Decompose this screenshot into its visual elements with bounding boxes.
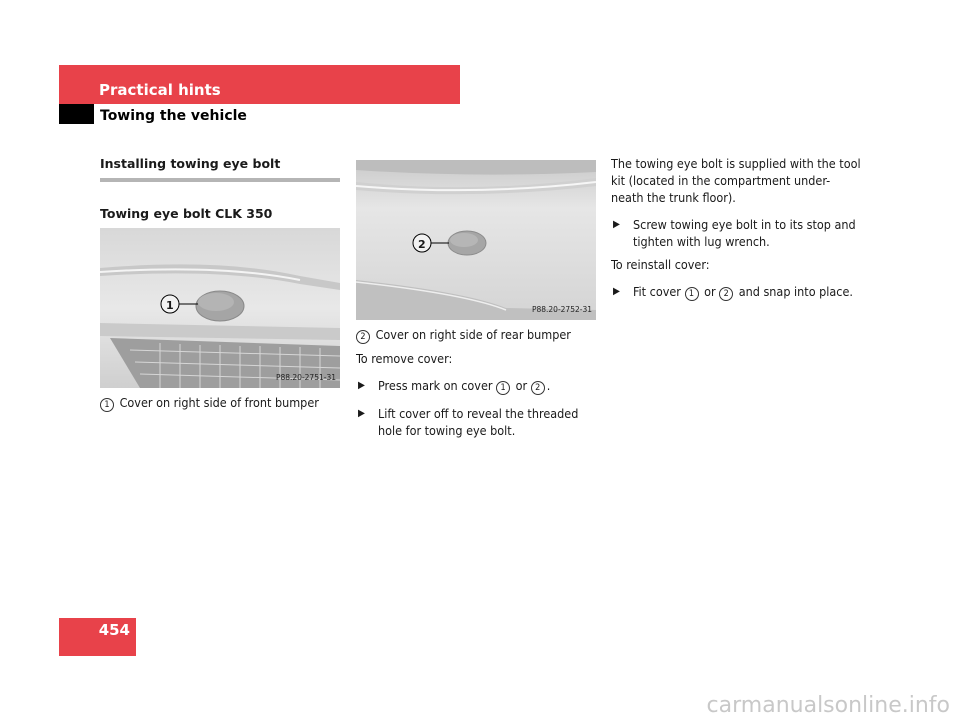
header-tab-marker (59, 104, 94, 124)
column-2 (356, 160, 596, 439)
photo-code: P88.20-2751-31 (275, 373, 336, 382)
triangle-right-icon: ▶ (358, 380, 365, 391)
rear-bumper-photo (356, 160, 596, 320)
triangle-right-icon: ▶ (613, 219, 620, 230)
ref-number: 2 (719, 287, 733, 301)
intro-text: The towing eye bolt is supplied with the tool kit (located in the compartment under-neath the trunk floor). (611, 156, 861, 205)
remove-label: To remove cover: (356, 351, 453, 366)
caption-text: Cover on right side of front bumper (119, 395, 319, 410)
remove-step-1: ▶ Press mark on cover 1 or 2 . (358, 378, 551, 393)
ref-number: 1 (496, 381, 510, 395)
caption-number: 2 (356, 330, 370, 344)
caption-text: Cover on right side of rear bumper (375, 327, 571, 342)
subsection-title: Towing the vehicle (100, 108, 247, 124)
installing-heading: Installing towing eye bolt (100, 156, 281, 171)
photo-code: P88.20-2752-31 (531, 305, 592, 314)
install-step-1: ▶ Screw towing eye bolt in to its stop and tighten with lug wrench. (613, 217, 856, 249)
section-header-bar (59, 65, 460, 104)
front-bumper-photo (100, 228, 340, 388)
reinstall-label: To reinstall cover: (611, 257, 710, 272)
clk350-heading: Towing eye bolt CLK 350 (100, 206, 273, 221)
caption-1 (100, 394, 340, 412)
callout-1: 1 (166, 299, 174, 312)
page-number-box (59, 618, 136, 656)
ref-number: 1 (685, 287, 699, 301)
ref-number: 2 (531, 381, 545, 395)
section-title: Practical hints (99, 81, 221, 99)
install-step-2: ▶ Fit cover 1 or 2 and snap into place. (613, 284, 853, 299)
callout-2: 2 (418, 238, 426, 251)
column-3 (611, 155, 861, 301)
page-number: 454 (98, 621, 130, 639)
column-1 (100, 155, 340, 412)
watermark: carmanualsonline.info (706, 693, 950, 718)
caption-number: 1 (100, 398, 114, 412)
caption-2 (356, 326, 596, 344)
triangle-right-icon: ▶ (358, 408, 365, 419)
heading-rule (100, 178, 340, 182)
triangle-right-icon: ▶ (613, 286, 620, 297)
remove-step-2: ▶ Lift cover off to reveal the threaded hole for towing eye bolt. (358, 406, 579, 438)
